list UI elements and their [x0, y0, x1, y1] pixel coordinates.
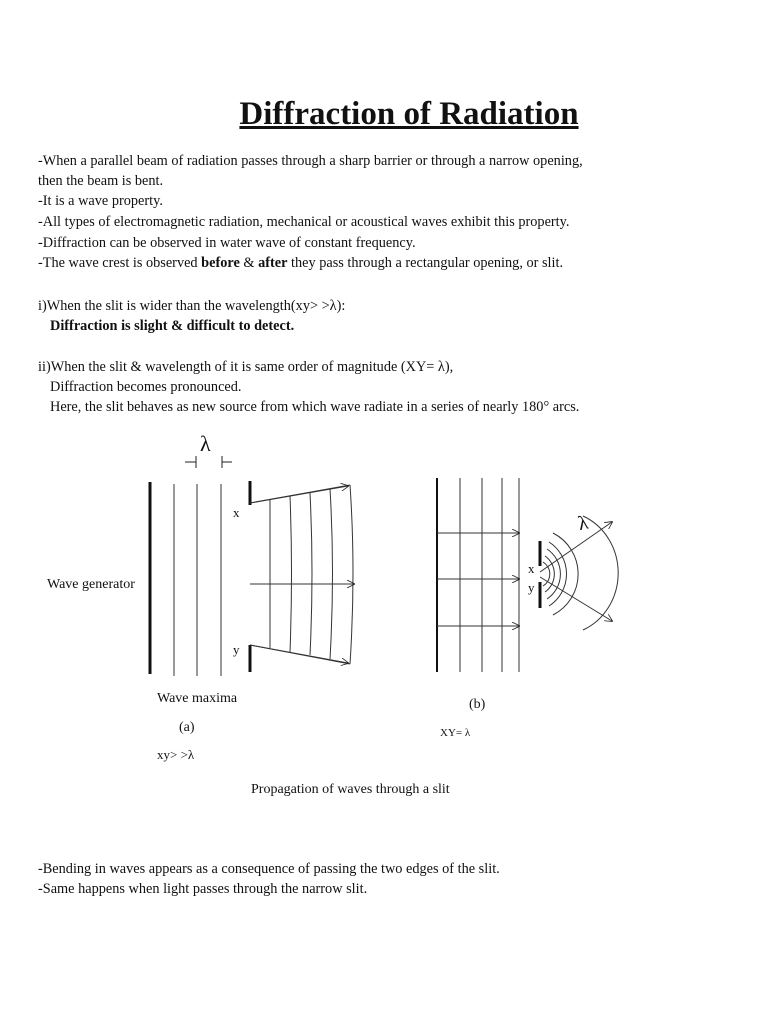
wave-maxima-label: Wave maxima — [157, 691, 238, 706]
intro-line-6-after: after — [258, 255, 288, 271]
slit-y-label-a: y — [233, 642, 240, 657]
slit-x-label-a: x — [233, 505, 240, 520]
case2-line-3: Here, the slit behaves as new source from which wave radiate in a series of nearly 180° arcs. — [50, 399, 580, 415]
case2-heading: ii)When the slit & wavelength of it is same order of magnitude (XY= λ), — [38, 359, 454, 375]
case1-result-text: Diffraction is slight & difficult to detect. — [50, 318, 295, 334]
figure-caption: Propagation of waves through a slit — [251, 782, 450, 797]
conclusion-line-2: -Same happens when light passes through the narrow slit. — [38, 881, 368, 897]
wavelength-marker-a — [185, 456, 232, 468]
intro-line-3: -It is a wave property. — [38, 193, 163, 209]
lambda-symbol-a: λ — [200, 431, 211, 456]
figure-b-condition: XY= λ — [440, 727, 471, 739]
figure-a-condition: xy> >λ — [157, 747, 195, 762]
figure-a — [47, 431, 354, 762]
case2-line-2: Diffraction becomes pronounced. — [50, 379, 242, 395]
intro-line-4: -All types of electromagnetic radiation, mechanical or acoustical waves exhibit this property. — [38, 214, 570, 230]
transmitted-wavefronts-a — [250, 485, 354, 664]
slit-x-label-b: x — [528, 561, 535, 576]
figure-b-label: (b) — [469, 697, 486, 712]
slit-y-label-b: y — [528, 580, 535, 595]
figure-b — [437, 478, 618, 739]
intro-line-6-before: before — [201, 255, 240, 271]
incident-wavefronts-b — [437, 478, 519, 672]
intro-line-5: -Diffraction can be observed in water wave of constant frequency. — [38, 235, 416, 251]
intro-line-6-mid: & — [239, 255, 259, 271]
diffracted-arcs-b — [540, 516, 618, 630]
conclusion-line-1: -Bending in waves appears as a consequence of passing the two edges of the slit. — [38, 861, 500, 877]
intro-line-1: -When a parallel beam of radiation passes through a sharp barrier or through a narrow opening, — [38, 153, 583, 169]
wave-generator-label: Wave generator — [47, 577, 135, 592]
intro-line-6-pre: -The wave crest is observed — [38, 255, 202, 271]
intro-line-6-post: they pass through a rectangular opening, or slit. — [287, 255, 564, 271]
page-title: Diffraction of Radiation — [239, 96, 579, 132]
lambda-symbol-b: λ — [576, 511, 591, 536]
figure-a-label: (a) — [179, 720, 195, 735]
case1-heading: i)When the slit is wider than the wavelength(xy> >λ): — [38, 298, 346, 314]
intro-line-2: then the beam is bent. — [38, 173, 164, 189]
incident-wavefronts-a — [174, 484, 221, 676]
